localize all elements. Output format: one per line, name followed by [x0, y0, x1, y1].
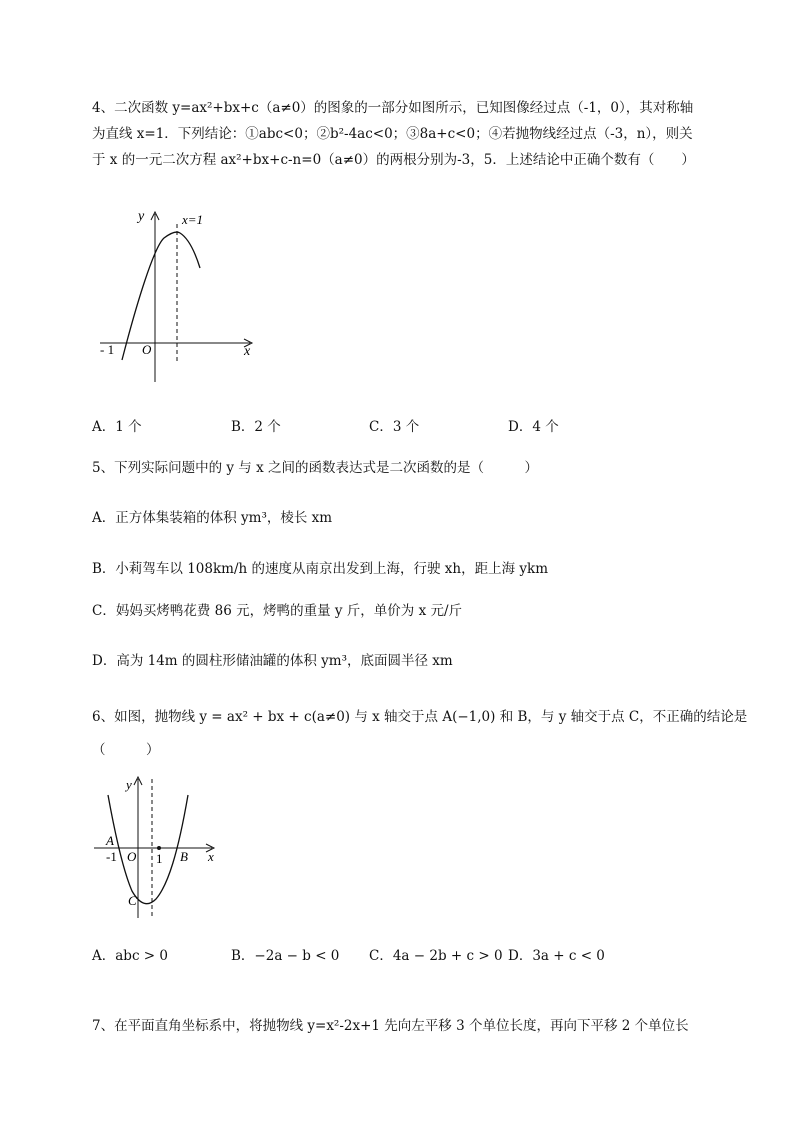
q4-stem-line3: 于 x 的一元二次方程 ax²+bx+c-n=0（a≠0）的两根分别为-3，5．上述结论中正确个数有（ ） [92, 152, 695, 168]
q6-one-label: 1 [156, 851, 163, 866]
q4-x-label: x [244, 344, 251, 359]
q6-c-label: C [128, 893, 137, 908]
q6-x-label: x [208, 849, 214, 864]
q5-stem: 5、下列实际问题中的 y 与 x 之间的函数表达式是二次函数的是（ ） [92, 460, 538, 476]
q5-option-c[interactable]: C．妈妈买烤鸭花费 86 元，烤鸭的重量 y 斤，单价为 x 元/斤 [92, 603, 463, 619]
q6-stem-line1: 6、如图，抛物线 y = ax² + bx + c(a≠0) 与 x 轴交于点 A(−1,0) 和 B，与 y 轴交于点 C，不正确的结论是 [92, 709, 748, 725]
q4-option-d[interactable]: D．4 个 [508, 419, 559, 435]
q6-option-c[interactable]: C．4a − 2b + c > 0 [369, 948, 503, 964]
q6-parabola-graph [92, 773, 222, 923]
q4-option-a[interactable]: A．1 个 [92, 419, 142, 435]
q5-option-b[interactable]: B．小莉驾车以 108km/h 的速度从南京出发到上海，行驶 xh，距上海 ykm [92, 561, 548, 577]
q4-neg-one-label: - 1 [100, 342, 115, 357]
q4-stem-line2: 为直线 x=1．下列结论：①abc<0；②b²-4ac<0；③8a+c<0；④若抛物线经过点（-3，n），则关 [92, 126, 693, 142]
q4-parabola-graph [92, 202, 262, 387]
q7-stem-line1: 7、在平面直角坐标系中，将抛物线 y=x²-2x+1 先向左平移 3 个单位长度，再向下平移 2 个单位长 [92, 1018, 689, 1034]
q4-origin-label: O [142, 342, 152, 357]
q6-option-d[interactable]: D．3a + c < 0 [508, 948, 605, 964]
q5-option-a[interactable]: A．正方体集装箱的体积 ym³，棱长 xm [92, 510, 333, 526]
q4-option-b[interactable]: B．2 个 [231, 419, 281, 435]
q6-y-label: y [126, 777, 132, 792]
q4-stem-line1: 4、二次函数 y=ax²+bx+c（a≠0）的图象的一部分如图所示，已知图像经过点（-1，0），其对称轴 [92, 100, 694, 116]
q6-option-b[interactable]: B．−2a − b < 0 [231, 948, 340, 964]
q6-parabola [108, 795, 188, 904]
q4-y-label: y [138, 209, 145, 224]
q6-origin-label: O [127, 849, 137, 864]
q6-neg-one-label: -1 [106, 849, 117, 864]
q6-option-a[interactable]: A．abc > 0 [92, 948, 168, 964]
q6-point-one [157, 846, 161, 850]
q5-option-d[interactable]: D．高为 14m 的圆柱形储油罐的体积 ym³，底面圆半径 xm [92, 653, 453, 669]
q6-b-label: B [180, 849, 188, 864]
q6-stem-line2: （ ） [92, 742, 160, 758]
q4-option-c[interactable]: C．3 个 [369, 419, 420, 435]
q4-parabola [122, 232, 200, 360]
q6-a-label: A [106, 833, 114, 848]
q4-sym-label: x=1 [182, 212, 204, 227]
